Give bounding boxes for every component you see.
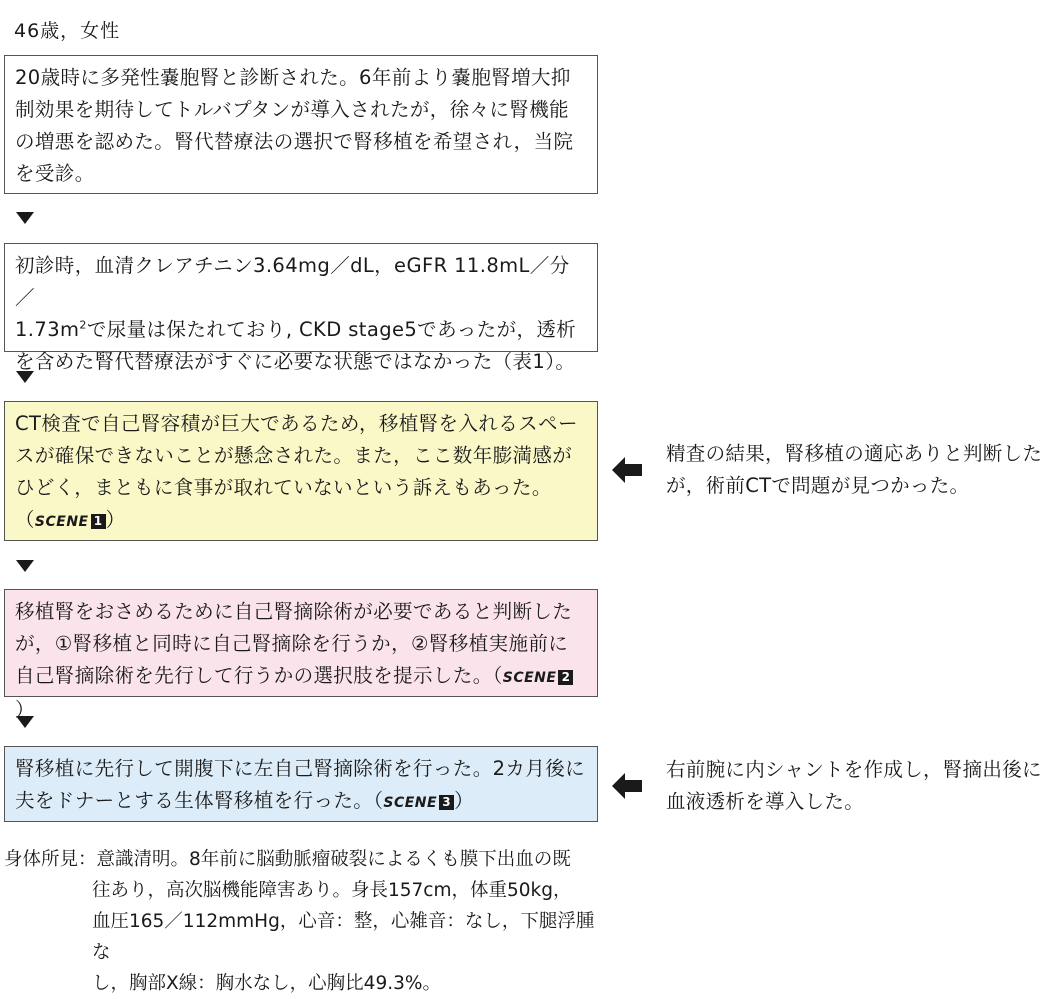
findings-line3: 血圧165／112mmHg，心音：整，心雑音：なし，下腿浮腫な — [92, 911, 595, 963]
down-triangle-icon — [16, 560, 34, 572]
down-triangle-icon — [16, 716, 34, 728]
left-arrow-icon — [612, 457, 642, 483]
nephrectomy-options-box — [4, 589, 598, 721]
transplant-text: 腎移植に先行して開腹下に左自己腎摘除術を行った。2カ月後に夫をドナーとする生体腎移植を行った。（SCENE 3 ） — [15, 757, 586, 812]
initial-visit-line2 — [15, 314, 587, 346]
ct-findings-text: CT検査で自己腎容積が巨大であるため，移植腎を入れるスペースが確保できないことが懸念された。また，ここ数年膨満感がひどく，まともに食事が取れていないという訴えもあった。 — [15, 412, 578, 499]
left-arrow-icon — [612, 773, 642, 799]
nephrectomy-options-text: 移植腎をおさめるために自己腎摘除術が必要であると判断したが，①腎移植と同時に自己腎摘除を行うか，②腎移植実施前に自己腎摘除術を先行して行うかの選択肢を提示した。（SCENE 2） — [15, 600, 573, 721]
scene-ref-1: （SCENE 1 ） — [15, 508, 126, 531]
physical-findings — [4, 844, 604, 999]
history-box — [4, 55, 598, 194]
initial-visit-line2-rest: で尿量は保たれており, CKD stage5であったが，透析 — [86, 318, 577, 341]
scene-label: SCENE — [383, 795, 438, 811]
bsa-value: 1.73m — [15, 318, 80, 341]
side-note-workup: 精査の結果，腎移植の適応ありと判断したが，術前CTで問題が見つかった。 — [666, 442, 1043, 497]
ct-findings-box — [4, 401, 598, 541]
scene-label: SCENE — [34, 514, 89, 530]
transplant-box — [4, 746, 598, 822]
scene-number-badge: 1 — [91, 514, 106, 529]
initial-visit-line3: を含めた腎代替療法がすぐに必要な状態ではなかった（表1）。 — [15, 350, 576, 373]
case-title: 46歳，女性 — [14, 20, 121, 42]
down-triangle-icon — [16, 212, 34, 224]
initial-visit-box — [4, 243, 598, 373]
side-note-dialysis: 右前腕に内シャントを作成し，腎摘出後に血液透析を導入した。 — [666, 758, 1042, 813]
superscript-2: 2 — [79, 318, 87, 332]
scene-label: SCENE — [502, 670, 557, 686]
findings-label: 身体所見： — [4, 849, 97, 870]
initial-visit-line1: 初診時，血清クレアチニン3.64mg／dL，eGFR 11.8mL／分／ — [15, 254, 570, 309]
findings-line1: 意識清明。8年前に脳動脈瘤破裂によるくも膜下出血の既 — [96, 849, 571, 870]
scene-number-badge: 3 — [439, 795, 454, 810]
findings-line4: し，胸部X線：胸水なし，心胸比49.3%。 — [92, 973, 441, 994]
findings-line2: 往あり，高次脳機能障害あり。身長157cm，体重50kg， — [92, 880, 572, 901]
down-triangle-icon — [16, 371, 34, 383]
scene-number-badge: 2 — [558, 670, 573, 685]
history-text: 20歳時に多発性嚢胞腎と診断された。6年前より嚢胞腎増大抑制効果を期待してトルバプタンが導入されたが，徐々に腎機能の増悪を認めた。腎代替療法の選択で腎移植を希望され，当院を受診。 — [15, 66, 574, 185]
